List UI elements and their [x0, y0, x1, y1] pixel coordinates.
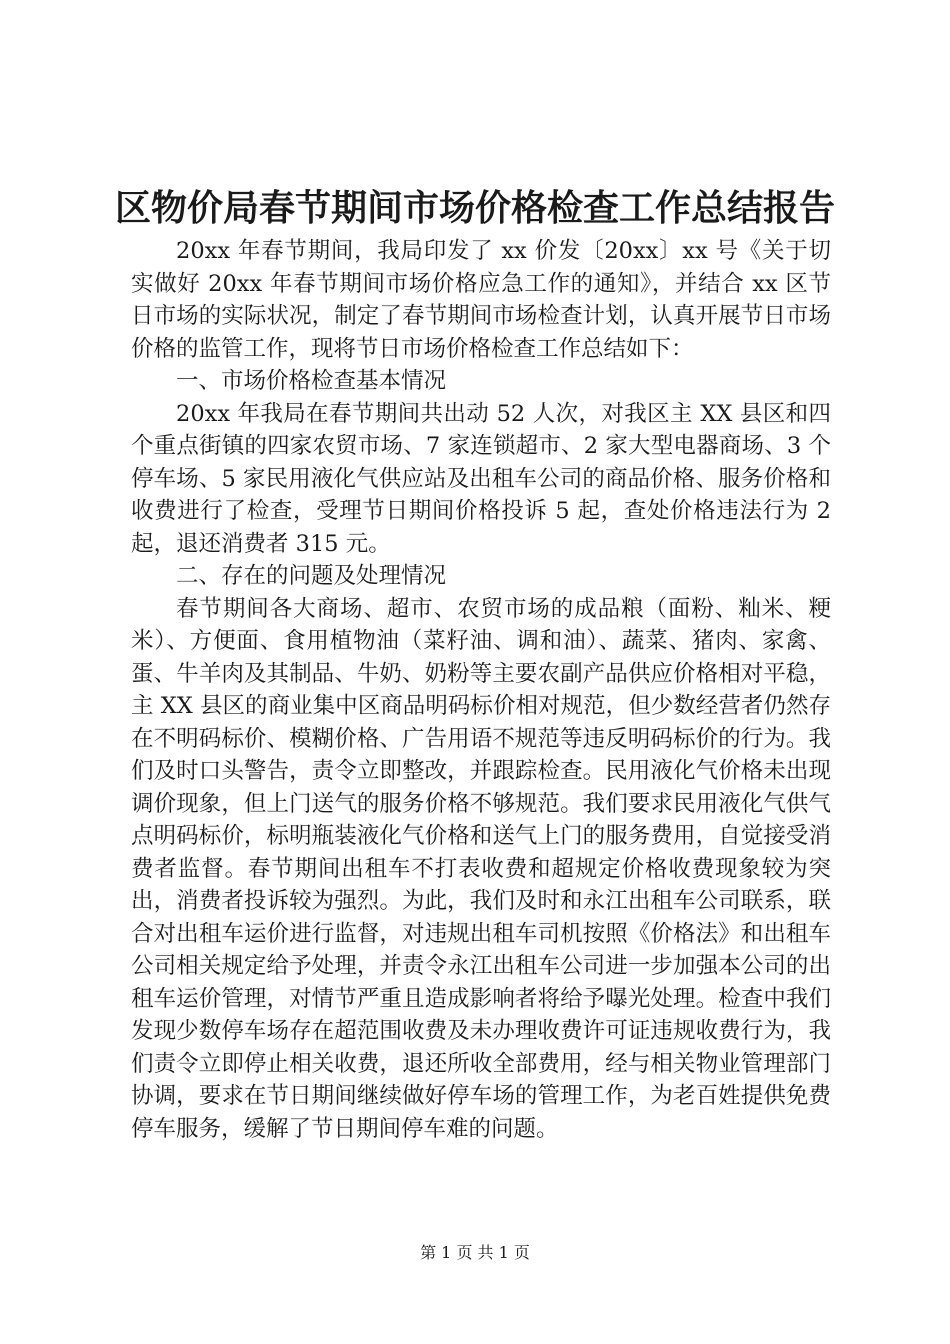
document-title: 区物价局春节期间市场价格检查工作总结报告 — [114, 187, 835, 229]
section-1-paragraph: 20xx 年我局在春节期间共出动 52 人次，对我区主 XX 县区和四个重点街镇的四家农贸市场、7 家连锁超市、2 家大型电器商场、3 个停车场、5 家民用液化气供应站及出租车公司的商品价格、服务价格和收费进行了检查，受理节日期间价格投诉 5 起，查处价格违法行为 2 起，退还消费者 315 元。 — [131, 400, 831, 557]
intro-paragraph: 20xx 年春节期间，我局印发了 xx 价发〔20xx〕xx 号《关于切实做好 20xx 年春节期间市场价格应急工作的通知》，并结合 xx 区节日市场的实际状况，制定了春节期间市场检查计划，认真开展节日市场价格的监管工作，现将节日市场价格检查工作总结如下： — [131, 238, 831, 362]
page-footer: 第 1 页 共 1 页 — [420, 1243, 530, 1262]
section-2-paragraph: 春节期间各大商场、超市、农贸市场的成品粮（面粉、籼米、粳米）、方便面、食用植物油（菜籽油、调和油）、蔬菜、猪肉、家禽、蛋、牛羊肉及其制品、牛奶、奶粉等主要农副产品供应价格相对平稳，主 XX 县区的商业集中区商品明码标价相对规范，但少数经营者仍然存在不明码标价、模糊价格、广告用语不规范等违反明码标价的行为。我们及时口头警告，责令立即整改，并跟踪检查。民用液化气价格未出现调价现象，但上门送气的服务价格不够规范。我们要求民用液化气供气点明码标价，标明瓶装液化气价格和送气上门的服务费用，自觉接受消费者监督。春节期间出租车不打表收费和超规定价格收费现象较为突出，消费者投诉较为强烈。为此，我们及时和永江出租车公司联系，联合对出租车运价进行监督，对违规出租车司机按照《价格法》和出租车公司相关规定给予处理，并责令永江出租车公司进一步加强本公司的出租车运价管理，对情节严重且造成影响者将给予曝光处理。检查中我们发现少数停车场存在超范围收费及未办理收费许可证违规收费行为，我们责令立即停止相关收费，退还所收全部费用，经与相关物业管理部门协调，要求在节日期间继续做好停车场的管理工作，为老百姓提供免费停车服务，缓解了节日期间停车难的问题。 — [131, 595, 831, 1142]
section-heading-1: 一、市场价格检查基本情况 — [176, 368, 447, 394]
section-heading-2: 二、存在的问题及处理情况 — [176, 563, 447, 589]
document-body — [131, 235, 831, 1145]
